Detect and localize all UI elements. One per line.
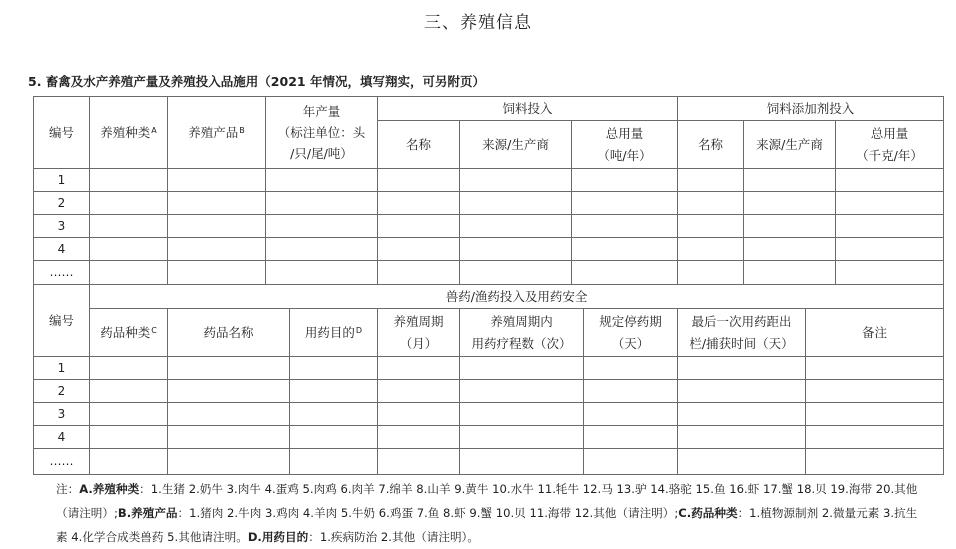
cell[interactable] [744,261,836,285]
cell[interactable] [572,169,678,192]
cell[interactable] [378,238,460,261]
cell[interactable] [572,192,678,215]
cell[interactable] [90,169,168,192]
note-d-label: D.用药目的 [247,530,309,544]
note-b-label: B.养殖产品 [117,506,178,520]
table-subtitle: 5. 畜禽及水产养殖产量及养殖投入品施用（2021 年情况，填写翔实，可另附页） [28,74,485,89]
cell[interactable] [168,261,266,285]
feed-input-table [33,96,944,285]
cell[interactable] [378,169,460,192]
cell[interactable] [378,357,460,380]
cell[interactable] [378,449,460,475]
header-feed-source: 来源/生产商 [460,121,572,169]
cell[interactable] [678,357,806,380]
cell[interactable] [378,380,460,403]
table-row [34,380,944,403]
cell[interactable] [90,403,168,426]
footnotes [56,477,928,549]
header-last-use: 最后一次用药距出 栏/捕获时间（天） [678,309,806,357]
header-course: 养殖周期内 用药疗程数（次） [460,309,584,357]
header-additive-group: 饲料添加剂投入 [678,97,944,121]
cell[interactable] [460,192,572,215]
note-a-text: ：1.生猪 2.奶牛 3.肉牛 4.蛋鸡 5.肉鸡 6.肉羊 7.绵羊 8.山羊 9.黄牛 10.水牛 11.牦牛 12.马 13.驴 14.骆驼 15.鱼 16.虾 17.蟹 18.贝 19.海带 20.其他（请注明）; [56,482,918,520]
cell[interactable] [460,261,572,285]
header-id: 编号 [34,97,90,169]
cell[interactable] [168,380,290,403]
cell[interactable] [584,449,678,475]
header-id: 编号 [34,285,90,357]
cell[interactable] [678,403,806,426]
cell[interactable] [90,261,168,285]
drug-safety-table [33,284,944,475]
cell[interactable] [806,426,944,449]
row-number: 3 [34,215,90,238]
cell[interactable] [266,238,378,261]
cell[interactable] [168,449,290,475]
cell[interactable] [90,215,168,238]
header-additive-total: 总用量 （千克/年） [836,121,944,169]
row-number: 1 [34,169,90,192]
cell[interactable] [836,238,944,261]
cell[interactable] [90,380,168,403]
section-title: 三、养殖信息 [424,13,532,33]
row-number: 4 [34,238,90,261]
cell[interactable] [678,238,744,261]
cell[interactable] [584,403,678,426]
table-row [34,357,944,380]
row-number: 1 [34,357,90,380]
cell[interactable] [290,357,378,380]
cell[interactable] [678,169,744,192]
cell[interactable] [378,426,460,449]
cell[interactable] [572,238,678,261]
cell[interactable] [678,380,806,403]
cell[interactable] [744,192,836,215]
header-product: 养殖产品$^B$ [168,97,266,169]
header-additive-source: 来源/生产商 [744,121,836,169]
row-number: 4 [34,426,90,449]
row-number: …… [34,261,90,285]
cell[interactable] [836,261,944,285]
cell[interactable] [836,215,944,238]
cell[interactable] [678,215,744,238]
header-drug-category: 药品种类$^C$ [90,309,168,357]
cell[interactable] [806,357,944,380]
cell[interactable] [266,261,378,285]
cell[interactable] [460,215,572,238]
cell[interactable] [744,238,836,261]
cell[interactable] [678,426,806,449]
cell[interactable] [168,238,266,261]
cell[interactable] [460,426,584,449]
cell[interactable] [806,403,944,426]
header-category: 养殖种类$^A$ [90,97,168,169]
cell[interactable] [678,449,806,475]
cell[interactable] [572,215,678,238]
row-number: 3 [34,403,90,426]
cell[interactable] [378,261,460,285]
header-additive-name: 名称 [678,121,744,169]
cell[interactable] [90,192,168,215]
cell[interactable] [290,449,378,475]
cell[interactable] [460,449,584,475]
cell[interactable] [90,238,168,261]
cell[interactable] [168,426,290,449]
notes-prefix: 注： [56,482,80,496]
table-row [34,192,944,215]
cell[interactable] [678,192,744,215]
cell[interactable] [572,261,678,285]
row-number: 2 [34,380,90,403]
table-row [34,261,944,285]
cell[interactable] [266,215,378,238]
cell[interactable] [460,238,572,261]
cell[interactable] [168,169,266,192]
note-a-label: A.养殖种类 [79,482,140,496]
cell[interactable] [290,380,378,403]
cell[interactable] [460,380,584,403]
cell[interactable] [584,380,678,403]
table-row [34,403,944,426]
note-b-text: ：1.猪肉 2.牛肉 3.鸡肉 4.羊肉 5.牛奶 6.鸡蛋 7.鱼 8.虾 9.蟹 10.贝 11.海带 12.其他（请注明）; [177,506,679,520]
header-feed-total: 总用量 （吨/年） [572,121,678,169]
cell[interactable] [836,192,944,215]
header-purpose: 用药目的$^D$ [290,309,378,357]
cell[interactable] [266,192,378,215]
table-row [34,238,944,261]
cell[interactable] [584,426,678,449]
row-number: …… [34,449,90,475]
cell[interactable] [168,192,266,215]
header-drug-name: 药品名称 [168,309,290,357]
cell[interactable] [378,215,460,238]
cell[interactable] [584,357,678,380]
cell[interactable] [460,169,572,192]
header-feed-group: 饲料投入 [378,97,678,121]
header-annual-output: 年产量 （标注单位：头 /只/尾/吨） [266,97,378,169]
cell[interactable] [168,215,266,238]
cell[interactable] [460,403,584,426]
cell[interactable] [378,403,460,426]
header-withdrawal: 规定停药期 （天） [584,309,678,357]
header-drug-group: 兽药/渔药投入及用药安全 [90,285,944,309]
cell[interactable] [744,215,836,238]
table-row [34,215,944,238]
cell[interactable] [290,426,378,449]
table-row [34,449,944,475]
header-feed-name: 名称 [378,121,460,169]
header-cycle: 养殖周期 （月） [378,309,460,357]
note-c-text: ：1.植物源制剂 2.微量元素 3.抗生素 4.化学合成类兽药 5.其他请注明。 [56,506,918,544]
cell[interactable] [678,261,744,285]
table-row [34,426,944,449]
cell[interactable] [290,403,378,426]
note-d-text: ：1.疾病防治 2.其他（请注明）。 [308,530,479,544]
cell[interactable] [744,169,836,192]
cell[interactable] [90,357,168,380]
cell[interactable] [90,449,168,475]
cell[interactable] [806,380,944,403]
row-number: 2 [34,192,90,215]
cell[interactable] [836,169,944,192]
cell[interactable] [168,403,290,426]
table-row [34,169,944,192]
cell[interactable] [806,449,944,475]
cell[interactable] [378,192,460,215]
note-c-label: C.药品种类 [678,506,738,520]
cell[interactable] [168,357,290,380]
cell[interactable] [90,426,168,449]
cell[interactable] [266,169,378,192]
cell[interactable] [460,357,584,380]
header-remark: 备注 [806,309,944,357]
